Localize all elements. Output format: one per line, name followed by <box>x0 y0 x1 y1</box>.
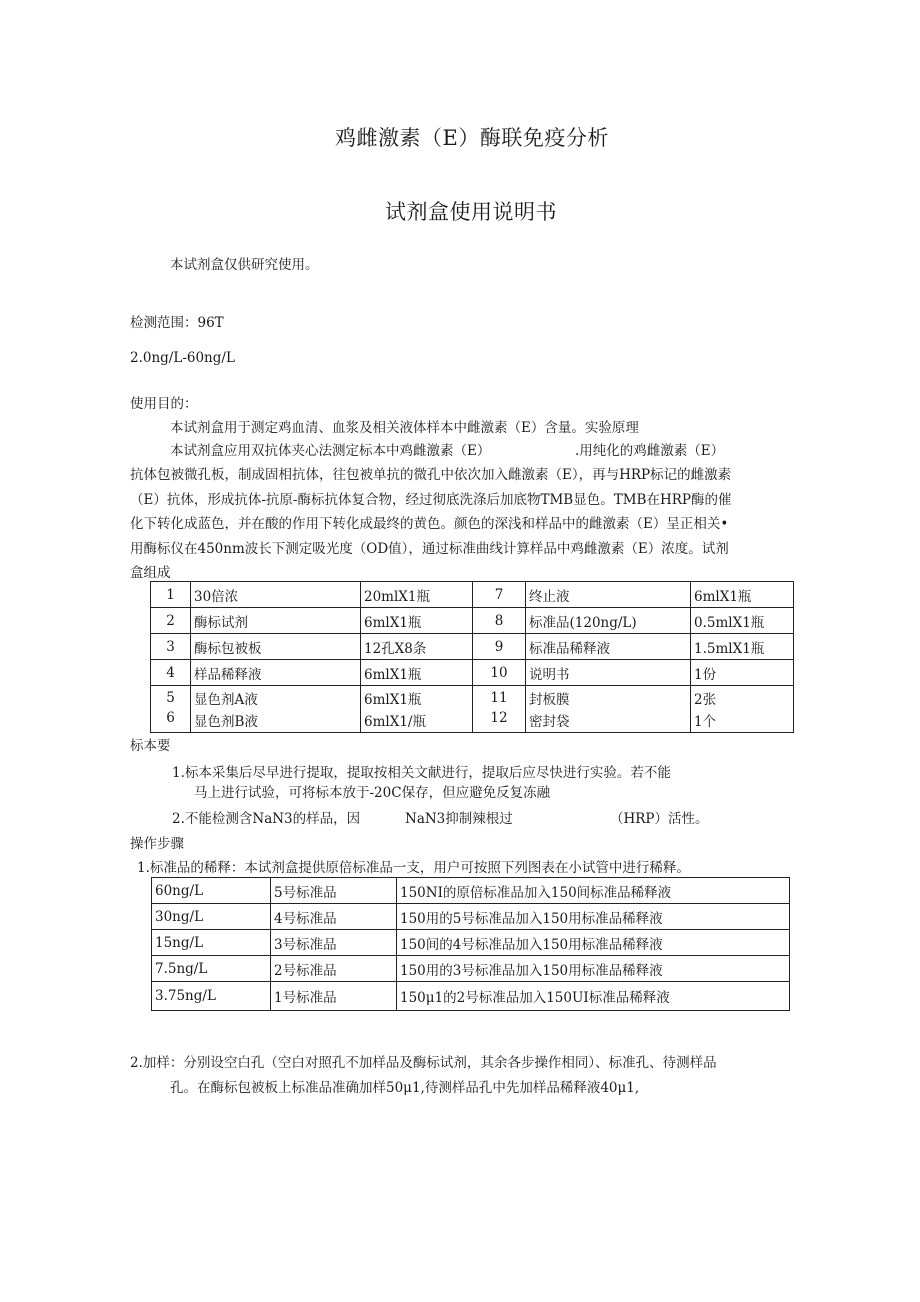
sample-addition-line-2: 孔。在酶标包被板上标准品准确加样50μ1,待测样品孔中先加样品稀释液40μ1, <box>170 1080 640 1096</box>
purpose-text: 本试剂盒用于测定鸡血清、血浆及相关液体样本中雌激素（E）含量。实验原理 <box>170 420 639 436</box>
kit-cell: 0.5mlX1瓶 <box>691 608 794 634</box>
dilution-row <box>152 956 790 982</box>
kit-cell: 说明书 <box>526 660 691 686</box>
doc-subtitle: 试剂盒使用说明书 <box>385 200 557 224</box>
dilution-cell: 150用的5号标准品加入150用标准品稀释液 <box>397 904 790 930</box>
kit-components-table <box>150 581 794 733</box>
kit-cell: 终止液 <box>526 582 691 608</box>
kit-cell: 12孔X8条 <box>361 634 473 660</box>
research-use-note: 本试剂盒仅供研究使用。 <box>170 257 319 273</box>
dilution-cell: 150NI的原倍标准品加入150间标准品稀释液 <box>397 878 790 904</box>
principle-text-2: 抗体包被微孔板，制成固相抗体，往包被单抗的微孔中依次加入雌激素（E），再与HRP标记的雌激素 <box>130 467 732 483</box>
kit-cell: 6 <box>151 710 191 733</box>
kit-cell: 6mlX1瓶 <box>361 608 473 634</box>
dilution-cell: 1号标准品 <box>271 982 397 1011</box>
kit-cell: 封板膜 <box>526 686 691 711</box>
dilution-cell: 5号标准品 <box>271 878 397 904</box>
dilution-table <box>151 877 790 1011</box>
dilution-cell: 150用的3号标准品加入150用标准品稀释液 <box>397 956 790 982</box>
range-values: 2.0ng/L-60ng/L <box>130 350 235 366</box>
specimen-item-1b: 马上进行试验，可将标本放于-20C保存，但应避免反复冻融 <box>194 785 551 801</box>
kit-cell: 密封袋 <box>526 710 691 733</box>
kit-cell: 2张 <box>691 686 794 711</box>
specimen-item-2b: NaN3抑制辣根过 <box>405 811 513 827</box>
kit-row <box>151 660 794 686</box>
dilution-cell: 150μ1的2号标准品加入150UI标准品稀释液 <box>397 982 790 1011</box>
dilution-row <box>152 930 790 956</box>
principle-text-1b: .用纯化的鸡雌激素（E） <box>575 443 725 459</box>
kit-cell: 8 <box>473 608 526 634</box>
kit-cell: 酶标试剂 <box>191 608 361 634</box>
kit-cell: 标准品(120ng/L) <box>526 608 691 634</box>
principle-text-4: 化下转化成蓝色，并在酸的作用下转化成最终的黄色。颜色的深浅和样品中的雌激素（E）呈正相关• <box>130 516 729 532</box>
principle-text-5: 用酶标仪在450nm波长下测定吸光度（OD值），通过标准曲线计算样品中鸡雌激素（E）浓度。试剂 <box>130 541 729 557</box>
dilution-row <box>152 904 790 930</box>
kit-cell: 标准品稀释液 <box>526 634 691 660</box>
principle-text-3: （E）抗体，形成抗体-抗原-酶标抗体复合物，经过彻底洗涤后加底物TMB显色。TMB在HRP酶的催 <box>130 492 732 508</box>
dilution-cell: 2号标准品 <box>271 956 397 982</box>
kit-cell: 1份 <box>691 660 794 686</box>
kit-cell: 9 <box>473 634 526 660</box>
dilution-cell: 30ng/L <box>152 904 271 930</box>
kit-cell: 10 <box>473 660 526 686</box>
kit-cell: 4 <box>151 660 191 686</box>
dilution-cell: 7.5ng/L <box>152 956 271 982</box>
kit-cell: 1.5mlX1瓶 <box>691 634 794 660</box>
sample-addition-line-1: 2.加样：分别设空白孔（空白对照孔不加样品及酶标试剂，其余各步操作相同）、标准孔、待测样品 <box>130 1055 717 1071</box>
dilution-cell: 150间的4号标准品加入150用标准品稀释液 <box>397 930 790 956</box>
specimen-item-2a: 2.不能检测含NaN3的样品，因 <box>172 811 361 827</box>
specimen-item-2c: （HRP）活性。 <box>610 811 709 827</box>
principle-text-1a: 本试剂盒应用双抗体夹心法测定标本中鸡雌激素（E） <box>170 443 491 459</box>
specimen-item-1a: 1.标本采集后尽早进行提取，提取按相关文献进行，提取后应尽快进行实验。若不能 <box>172 765 671 781</box>
kit-cell: 11 <box>473 686 526 711</box>
dilution-row <box>152 878 790 904</box>
dilution-intro: 1.标准品的稀释：本试剂盒提供原倍标准品一支，用户可按照下列图表在小试管中进行稀释。 <box>137 860 690 876</box>
doc-title: 鸡雌激素（E）酶联免疫分析 <box>335 126 609 150</box>
specimen-heading: 标本要 <box>130 738 171 754</box>
kit-cell: 6mlX1瓶 <box>361 660 473 686</box>
kit-cell: 20mlX1瓶 <box>361 582 473 608</box>
kit-row <box>151 686 794 711</box>
kit-row <box>151 634 794 660</box>
kit-cell: 显色剂A液 <box>191 686 361 711</box>
kit-cell: 5 <box>151 686 191 711</box>
kit-row <box>151 608 794 634</box>
kit-cell: 1 <box>151 582 191 608</box>
kit-cell: 7 <box>473 582 526 608</box>
dilution-row <box>152 982 790 1011</box>
kit-cell: 6mlX1/瓶 <box>361 710 473 733</box>
kit-cell: 30倍浓 <box>191 582 361 608</box>
kit-cell: 显色剂B液 <box>191 710 361 733</box>
dilution-cell: 3号标准品 <box>271 930 397 956</box>
dilution-cell: 3.75ng/L <box>152 982 271 1011</box>
kit-row <box>151 710 794 733</box>
purpose-heading: 使用目的： <box>130 396 198 412</box>
kit-row <box>151 582 794 608</box>
kit-cell: 1个 <box>691 710 794 733</box>
kit-cell: 3 <box>151 634 191 660</box>
kit-cell: 酶标包被板 <box>191 634 361 660</box>
dilution-cell: 15ng/L <box>152 930 271 956</box>
kit-cell: 6mlX1瓶 <box>361 686 473 711</box>
detection-range: 检测范围：96T <box>130 315 224 331</box>
principle-text-6: 盒组成 <box>130 565 171 581</box>
kit-cell: 样品稀释液 <box>191 660 361 686</box>
dilution-cell: 4号标准品 <box>271 904 397 930</box>
procedure-heading: 操作步骤 <box>130 836 184 852</box>
kit-cell: 2 <box>151 608 191 634</box>
kit-cell: 12 <box>473 710 526 733</box>
kit-cell: 6mlX1瓶 <box>691 582 794 608</box>
dilution-cell: 60ng/L <box>152 878 271 904</box>
